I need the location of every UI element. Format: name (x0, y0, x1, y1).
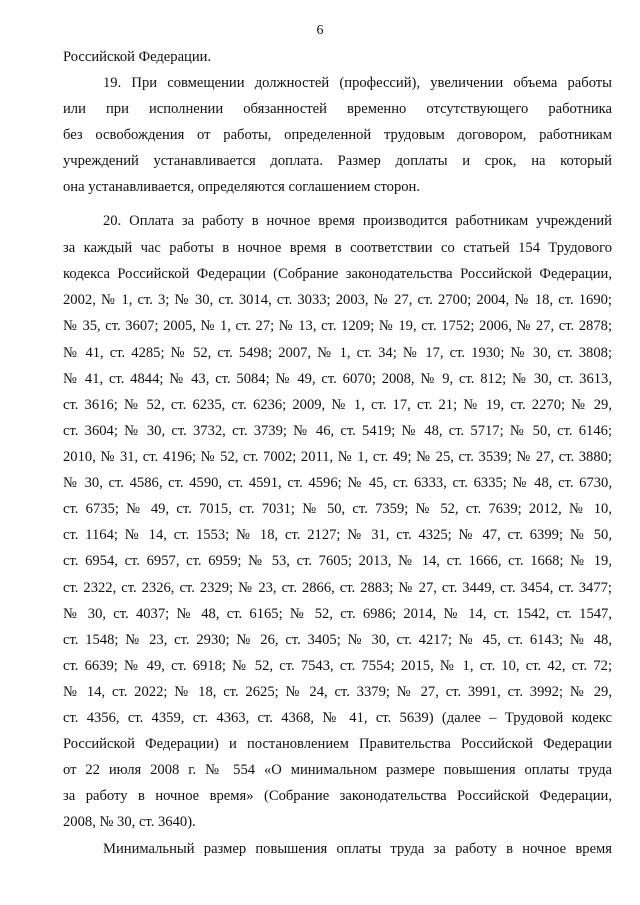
text-line: ст. 2322, ст. 2326, ст. 2329; № 23, ст. 2866, ст. 2883; № 27, ст. 3449, ст. 3454, ст. 3477; (63, 580, 612, 596)
text-line: № 14, ст. 2022; № 18, ст. 2625; № 24, ст. 3379; № 27, ст. 3991, ст. 3992; № 29, (63, 684, 612, 700)
text-line: Российской Федерации) и постановлением Правительства Российской Федерации (63, 736, 612, 752)
text-line: 2010, № 31, ст. 4196; № 52, ст. 7002; 2011, № 1, ст. 49; № 25, ст. 3539; № 27, ст. 3880; (63, 449, 612, 465)
text-line: 2002, № 1, ст. 3; № 30, ст. 3014, ст. 3033; 2003, № 27, ст. 2700; 2004, № 18, ст. 1690; (63, 292, 612, 308)
text-line: кодекса Российской Федерации (Собрание законодательства Российской Федерации, (63, 266, 612, 282)
text-line: № 41, ст. 4285; № 52, ст. 5498; 2007, № 1, ст. 34; № 17, ст. 1930; № 30, ст. 3808; (63, 345, 612, 361)
text-line: без освобождения от работы, определенной трудовым договором, работникам (63, 127, 612, 143)
text-line: ст. 1548; № 23, ст. 2930; № 26, ст. 3405; № 30, ст. 4217; № 45, ст. 6143; № 48, (63, 632, 612, 648)
text-line: учреждений устанавливается доплата. Размер доплаты и срок, на который (63, 153, 612, 169)
text-line: она устанавливается, определяются соглашением сторон. (63, 179, 420, 195)
text-line: или при исполнении обязанностей временно отсутствующего работника (63, 101, 612, 117)
text-line: № 30, ст. 4037; № 48, ст. 6165; № 52, ст. 6986; 2014, № 14, ст. 1542, ст. 1547, (63, 606, 612, 622)
text-line: № 35, ст. 3607; 2005, № 1, ст. 27; № 13, ст. 1209; № 19, ст. 1752; 2006, № 27, ст. 2878; (63, 318, 612, 334)
text-line: № 30, ст. 4586, ст. 4590, ст. 4591, ст. 4596; № 45, ст. 6333, ст. 6335; № 48, ст. 6730, (63, 475, 612, 491)
text-line: Российской Федерации. (63, 49, 212, 65)
text-line: ст. 6954, ст. 6957, ст. 6959; № 53, ст. 7605; 2013, № 14, ст. 1666, ст. 1668; № 19, (63, 553, 612, 569)
text-line: Минимальный размер повышения оплаты труда за работу в ночное время (103, 841, 612, 857)
text-line: за каждый час работы в ночное время в соответствии со статьей 154 Трудового (63, 240, 612, 256)
text-line: 19. При совмещении должностей (профессий), увеличении объема работы (103, 75, 612, 91)
text-line: 2008, № 30, ст. 3640). (63, 814, 196, 830)
text-line: № 41, ст. 4844; № 43, ст. 5084; № 49, ст. 6070; 2008, № 9, ст. 812; № 30, ст. 3613, (63, 371, 612, 387)
text-line: 20. Оплата за работу в ночное время производится работникам учреждений (103, 213, 612, 229)
text-line: от 22 июля 2008 г. № 554 «О минимальном размере повышения оплаты труда (63, 762, 612, 778)
text-line: ст. 3604; № 30, ст. 3732, ст. 3739; № 46, ст. 5419; № 48, ст. 5717; № 50, ст. 6146; (63, 423, 612, 439)
page-number: 6 (316, 23, 324, 38)
text-line: ст. 3616; № 52, ст. 6235, ст. 6236; 2009, № 1, ст. 17, ст. 21; № 19, ст. 2270; № 29, (63, 397, 612, 413)
text-line: ст. 6735; № 49, ст. 7015, ст. 7031; № 50, ст. 7359; № 52, ст. 7639; 2012, № 10, (63, 501, 612, 517)
text-line: ст. 4356, ст. 4359, ст. 4363, ст. 4368, № 41, ст. 5639) (далее – Трудовой кодекс (63, 710, 612, 726)
text-line: за работу в ночное время» (Собрание законодательства Российской Федерации, (63, 788, 612, 804)
text-line: ст. 6639; № 49, ст. 6918; № 52, ст. 7543, ст. 7554; 2015, № 1, ст. 10, ст. 42, ст. 72; (63, 658, 612, 674)
text-line: ст. 1164; № 14, ст. 1553; № 18, ст. 2127; № 31, ст. 4325; № 47, ст. 6399; № 50, (63, 527, 612, 543)
